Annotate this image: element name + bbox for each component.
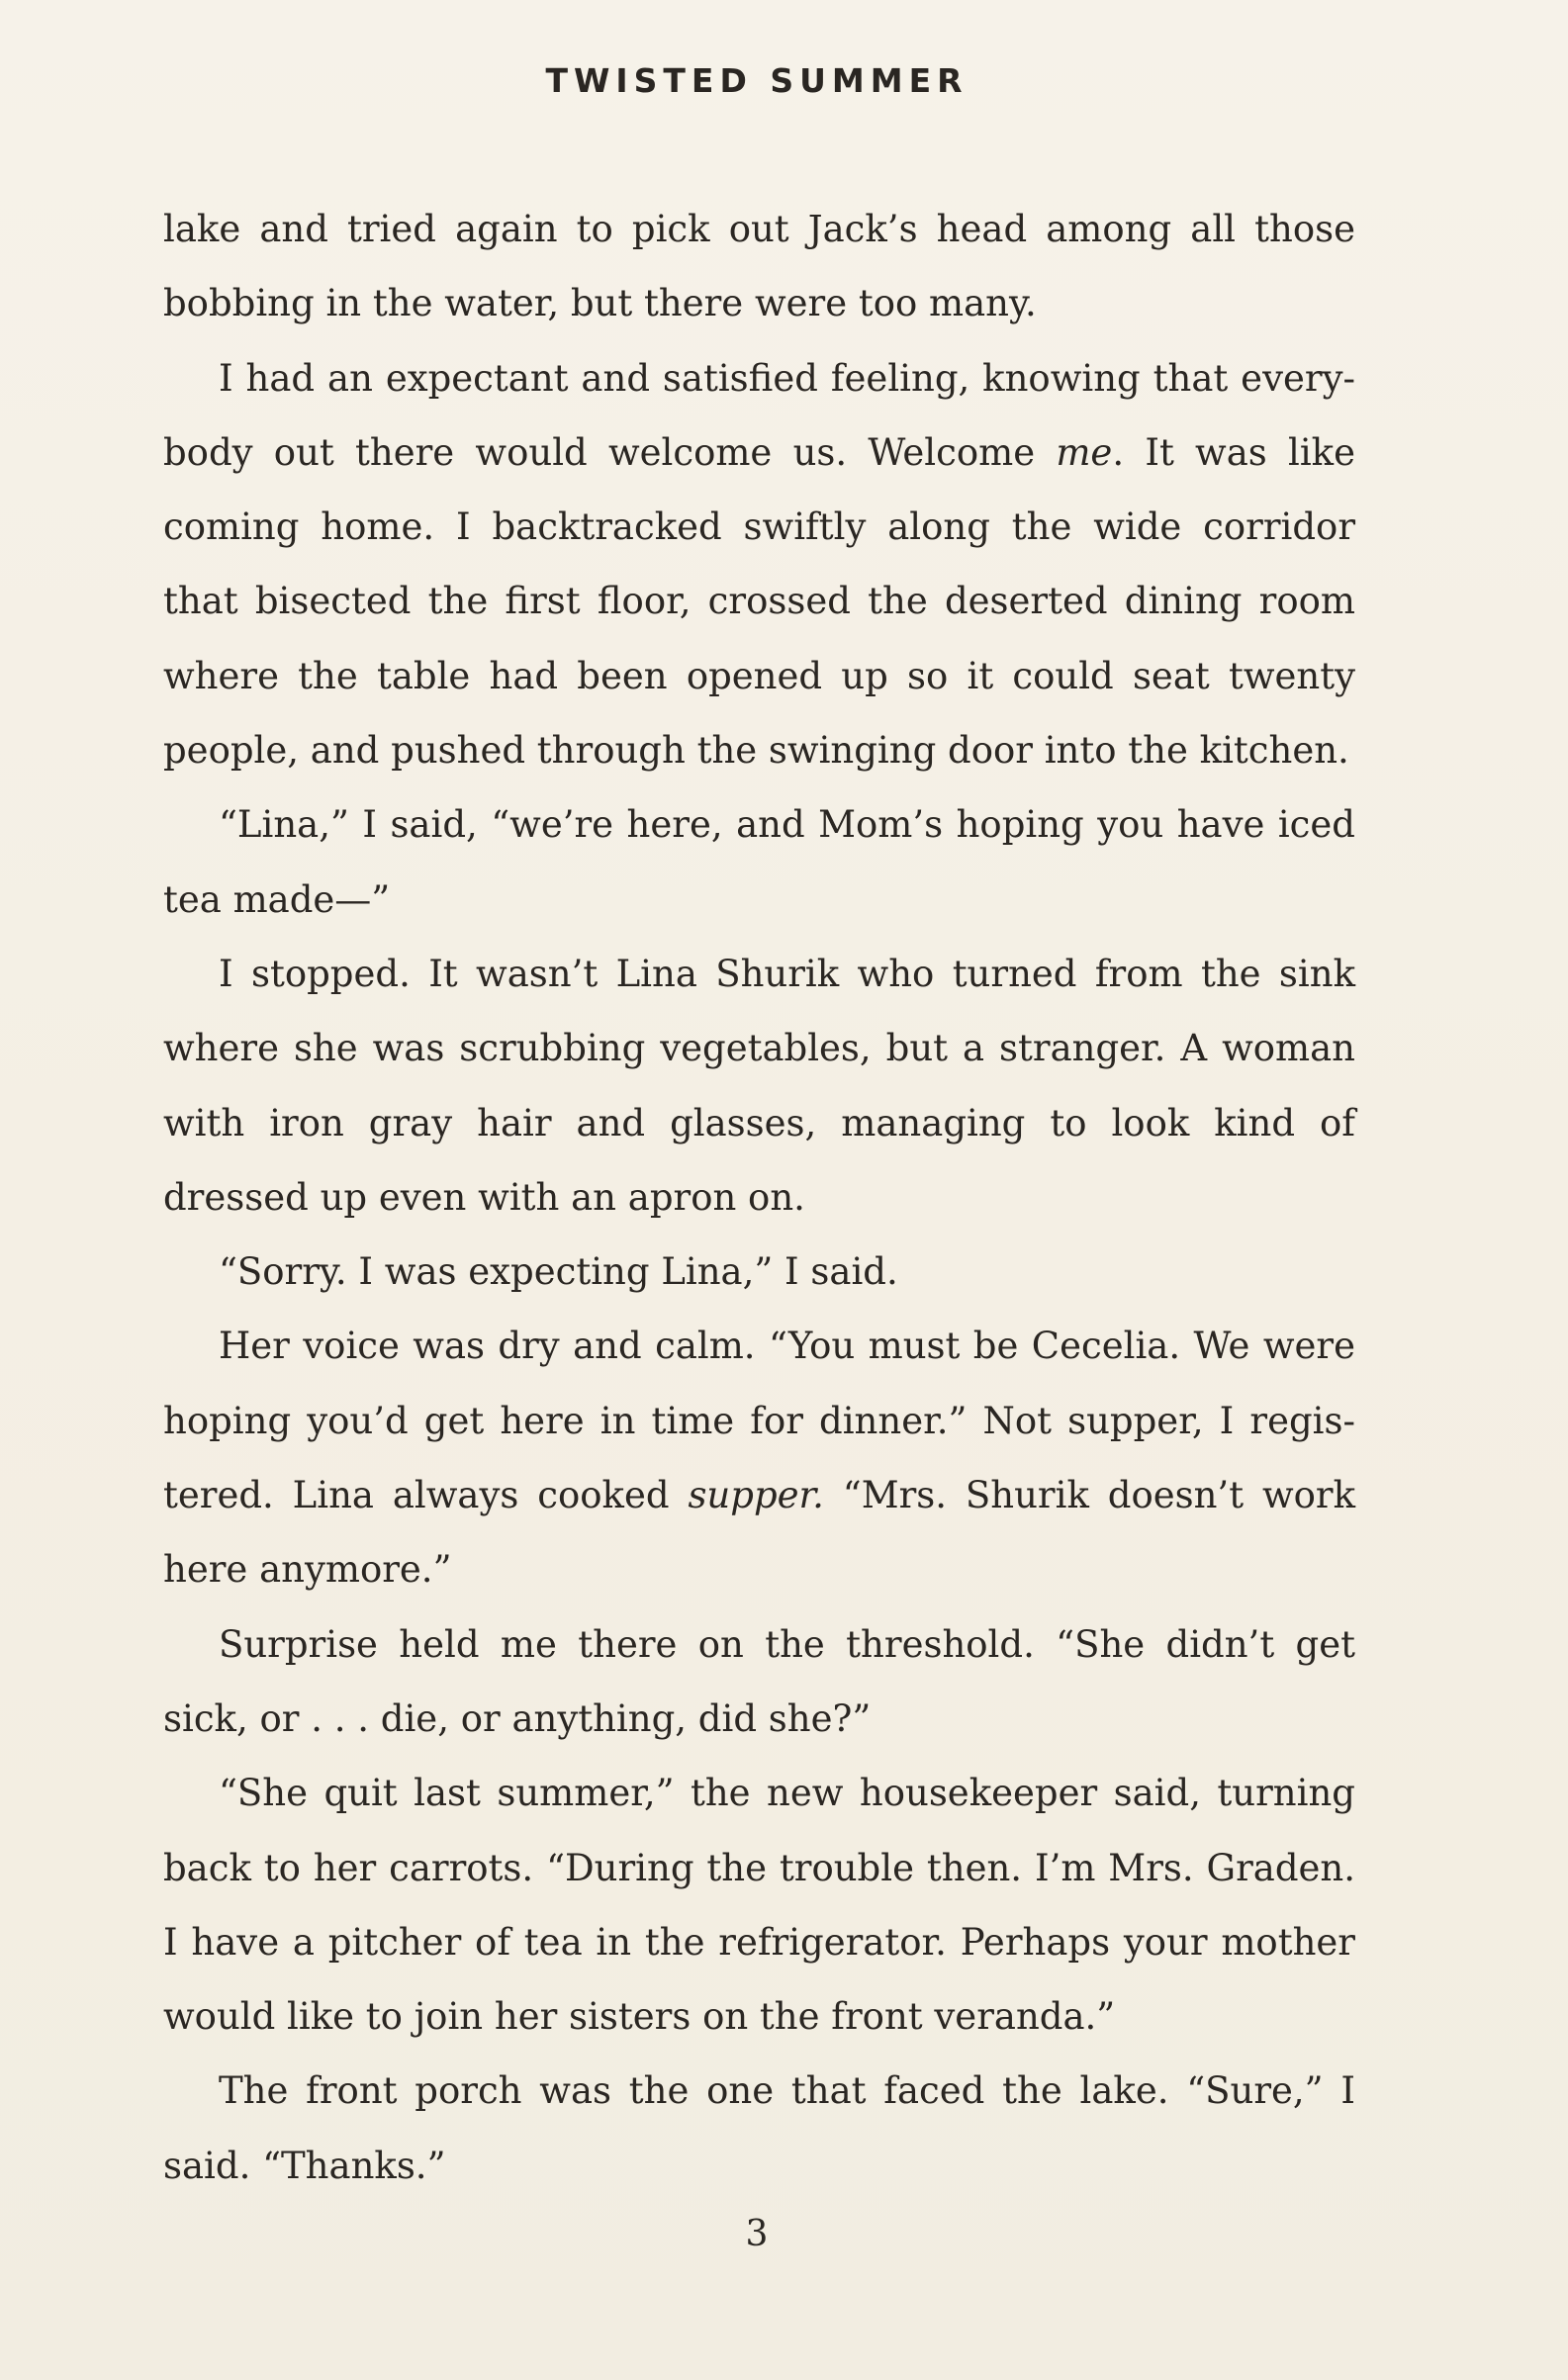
paragraph: “Sorry. I was expecting Lina,” I said. xyxy=(219,1250,898,1294)
emphasis: supper. xyxy=(688,1474,824,1517)
paragraph: Surprise held me there on the threshold. “She didn’t get sick, or . . . die, or anything, did she?” xyxy=(163,1622,1355,1740)
paragraph: Her voice was dry and calm. “You must be Cecelia. We were hoping you’d get here in time for dinner.” Not supper, I registered. Lina always cooked supper. “Mrs. Shurik doesn’t work here anymore.” xyxy=(163,1325,1356,1592)
page-number: 3 xyxy=(745,2214,769,2254)
paragraph: I had an expectant and satisfied feeling, knowing that everybody out there would welcome us. Welcome me. It was like coming home. I backtracked swiftly along the wide corridor that bisected the first floor, crossed the deserted dining room where the table had been opened up so it could seat twenty people, and pushed through the swinging door into the kitchen. xyxy=(163,356,1355,773)
running-head: TWISTED SUMMER xyxy=(545,61,968,100)
paragraph: I stopped. It wasn’t Lina Shurik who turned from the sink where she was scrubbing vegetables, but a stranger. A woman with iron gray hair and glasses, managing to look kind of dressed up even with an apron on. xyxy=(163,952,1355,1219)
paragraph: “Lina,” I said, “we’re here, and Mom’s hoping you have iced tea made—” xyxy=(163,803,1355,921)
paragraph: “She quit last summer,” the new housekeeper said, turning back to her carrots. “During the trouble then. I’m Mrs. Graden. I have a pitcher of tea in the refrigerator. Perhaps your mother would like to join her sisters on the front veranda.” xyxy=(163,1772,1355,2039)
paragraph: The front porch was the one that faced the lake. “Sure,” I said. “Thanks.” xyxy=(163,2069,1355,2187)
body-text xyxy=(163,192,1355,2203)
paragraph: lake and tried again to pick out Jack’s head among all those bobbing in the water, but there were too many. xyxy=(163,208,1355,325)
emphasis: me xyxy=(1056,430,1113,474)
